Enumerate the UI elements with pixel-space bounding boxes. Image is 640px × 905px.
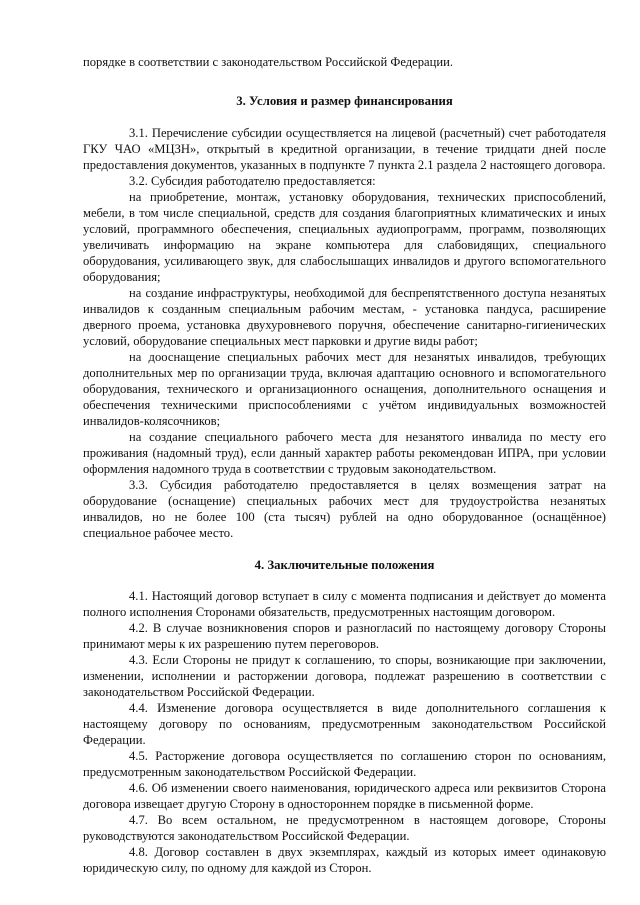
clause-4-1: 4.1. Настоящий договор вступает в силу с момента подписания и действует до момента полного исполнения Сторонами обязательств, предусмотренных настоящим договором. xyxy=(83,589,606,619)
section-3-heading: 3. Условия и размер финансирования xyxy=(236,94,453,108)
clause-3-2: 3.2. Субсидия работодателю предоставляется: xyxy=(129,174,376,188)
clause-4-3: 4.3. Если Стороны не придут к соглашению, то споры, возникающие при заключении, изменении, исполнении и расторжении договора, подлежат разрешению в соответствии с законодательством Российской Федерации. xyxy=(83,653,606,699)
clause-4-5: 4.5. Расторжение договора осуществляется по соглашению сторон по основаниям, предусмотренным законодательством Российской Федерации. xyxy=(83,749,606,779)
clause-4-6: 4.6. Об изменении своего наименования, юридического адреса или реквизитов Сторона договора извещает другую Сторону в одностороннем порядке в письменной форме. xyxy=(83,781,606,811)
clause-3-1: 3.1. Перечисление субсидии осуществляется на лицевой (расчетный) счет работодателя ГКУ ЧАО «МЦЗН», открытый в кредитной организации, в течение тридцати дней после предоставления документов, указанных в подпункте 7 пункта 2.1 раздела 2 настоящего договора. xyxy=(83,126,606,172)
clause-3-2-item-retrofitting: на дооснащение специальных рабочих мест для незанятых инвалидов, требующих дополнительных мер по организации труда, включая адаптацию основного и вспомогательного оборудования, технического и организационного оснащения, дополнительного оснащения и обеспечения техническими приспособлениями с учётом индивидуальных возможностей инвалидов-колясочников; xyxy=(83,350,606,428)
clause-4-4: 4.4. Изменение договора осуществляется в виде дополнительного соглашения к настоящему договору по основаниям, предусмотренным законодательством Российской Федерации. xyxy=(83,701,606,747)
clause-3-2-item-infrastructure: на создание инфраструктуры, необходимой для беспрепятственного доступа незанятых инвалидов к созданным специальным рабочим местам, - установка пандуса, расширение дверного проема, установка двухуровневого поручня, обеспечение санитарно-гигиенических условий, оборудование специальных мест парковки и другие виды работ; xyxy=(83,286,606,348)
clause-3-2-item-equipment: на приобретение, монтаж, установку оборудования, технических приспособлений, мебели, в том числе специальной, средств для создания благоприятных климатических и иных условий, программного обеспечения, специальных аудиопрограмм, программ, позволяющих увеличивать информацию на экране компьютера для слабовидящих, специального оборудования, усиливающего звук, для слабослышащих инвалидов и другого вспомогательного оборудования; xyxy=(83,190,606,284)
clause-4-7: 4.7. Во всем остальном, не предусмотренном в настоящем договоре, Стороны руководствуются законодательством Российской Федерации. xyxy=(83,813,606,843)
clause-4-2: 4.2. В случае возникновения споров и разногласий по настоящему договору Стороны принимают меры к их разрешению путем переговоров. xyxy=(83,621,606,651)
clause-3-2-item-homework: на создание специального рабочего места для незанятого инвалида по месту его проживания (надомный труд), если данный характер работы рекомендован ИПРА, при условии оформления надомного труда в соответствии с трудовым законодательством. xyxy=(83,430,606,476)
intro-line: порядке в соответствии с законодательством Российской Федерации. xyxy=(83,55,453,69)
clause-3-3: 3.3. Субсидия работодателю предоставляется в целях возмещения затрат на оборудование (оснащение) специальных рабочих мест для трудоустройства незанятых инвалидов, но не более 100 (ста тысяч) рублей на одно оборудованное (оснащённое) специальное рабочее место. xyxy=(83,478,606,540)
clause-4-8: 4.8. Договор составлен в двух экземплярах, каждый из которых имеет одинаковую юридическую силу, по одному для каждой из Сторон. xyxy=(83,845,606,875)
section-4-heading: 4. Заключительные положения xyxy=(254,558,435,572)
